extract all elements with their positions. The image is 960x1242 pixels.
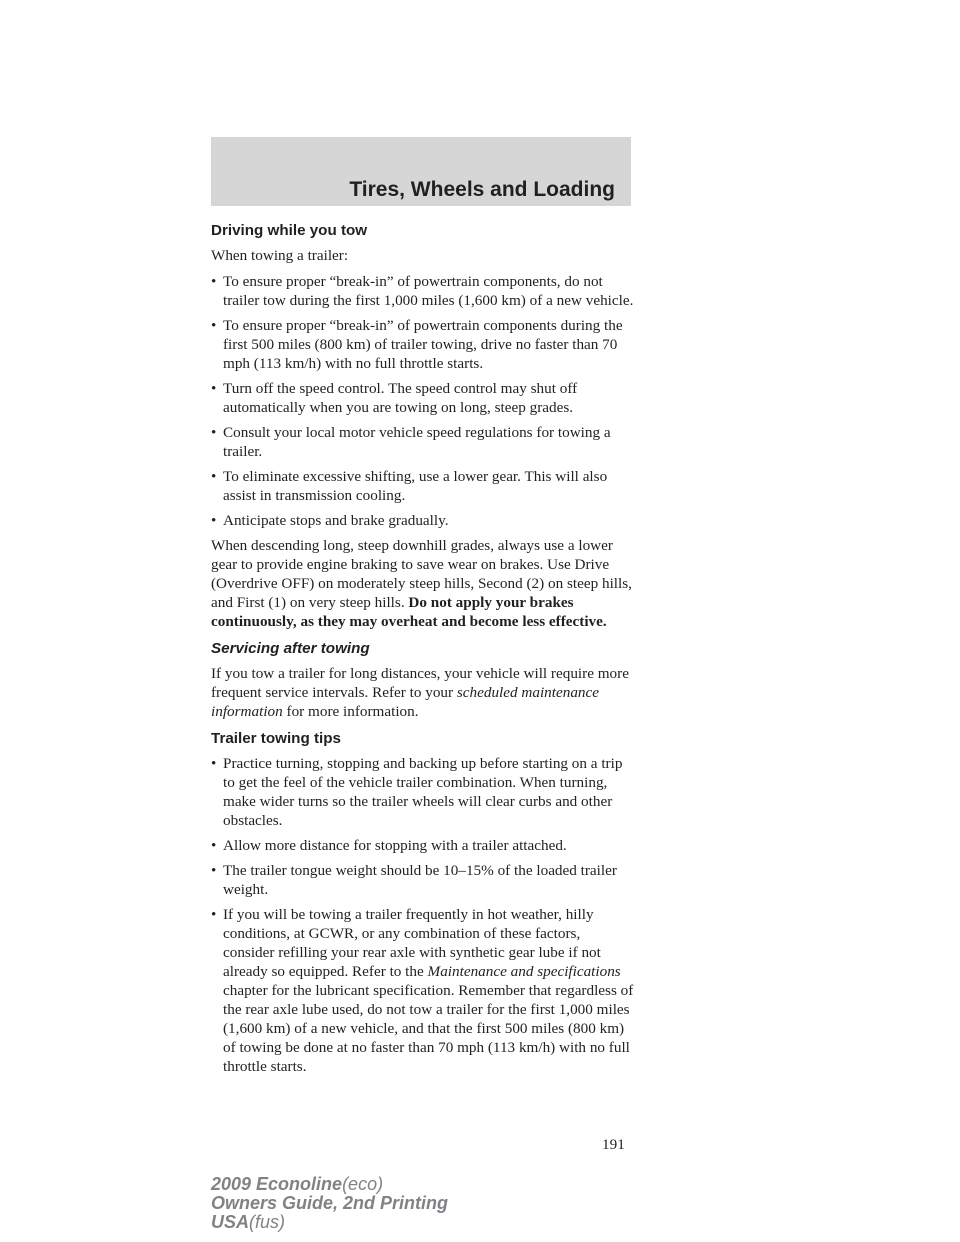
bullet-icon: • — [211, 755, 217, 772]
footer-model-name: 2009 Econoline — [211, 1174, 343, 1194]
list-item — [211, 272, 635, 310]
document-footer — [211, 1175, 448, 1232]
page-number: 191 — [602, 1136, 625, 1153]
footer-line-market — [211, 1213, 448, 1232]
list-item — [211, 467, 635, 505]
list-item-text: To ensure proper “break-in” of powertrain components, do not trailer tow during the first 1,000 miles (1,600 km) of a new vehicle. — [223, 273, 634, 309]
list-item-text: Consult your local motor vehicle speed regulations for towing a trailer. — [223, 424, 611, 460]
bullet-icon: • — [211, 424, 217, 441]
maintenance-specifications-reference: Maintenance and specifications — [427, 963, 621, 980]
list-item-text: Anticipate stops and brake gradually. — [223, 512, 449, 529]
chapter-title: Tires, Wheels and Loading — [349, 178, 615, 201]
list-item-text-end: chapter for the lubricant specification. Remember that regardless of the rear axle lube used, do not tow a trailer for the first 1,000 miles (1,600 km) of a new vehicle, and that the first 500 miles (800 km) of towing be done at no faster than 70 mph (113 km/h) with no full throttle starts. — [223, 982, 634, 1075]
list-item-text: To eliminate excessive shifting, use a lower gear. This will also assist in transmission cooling. — [223, 468, 608, 504]
list-item — [211, 836, 635, 855]
bullet-icon: • — [211, 468, 217, 485]
list-item — [211, 316, 635, 373]
page-content — [211, 221, 635, 1082]
list-item — [211, 905, 635, 1076]
servicing-text-end: for more information. — [282, 703, 419, 720]
towing-bullet-list — [211, 272, 635, 530]
brake-warning-text: Do not apply your brakes continuously, as they may overheat and become less effective. — [211, 594, 607, 630]
section-heading-driving-while-you-tow: Driving while you tow — [211, 222, 368, 239]
bullet-icon: • — [211, 380, 217, 397]
list-item-text: Practice turning, stopping and backing up before starting on a trip to get the feel of the vehicle trailer combination. When turning, make wider turns so the trailer wheels will clear curbs and other obstacles. — [223, 755, 623, 829]
bullet-icon: • — [211, 317, 217, 334]
downhill-text: When descending long, steep downhill grades, always use a lower gear to provide engine braking to save wear on brakes. Use Drive (Overdrive OFF) on moderately steep hills, Second (2) on steep hills, and First (1) on very steep hills. — [211, 537, 632, 611]
bullet-icon: • — [211, 837, 217, 854]
list-item — [211, 511, 635, 530]
list-item-text: Allow more distance for stopping with a trailer attached. — [223, 837, 567, 854]
bullet-icon: • — [211, 862, 217, 879]
tips-bullet-list — [211, 754, 635, 1076]
intro-text: When towing a trailer: — [211, 247, 349, 264]
section-heading-servicing-after-towing: Servicing after towing — [211, 640, 370, 657]
list-item — [211, 754, 635, 830]
downhill-paragraph — [211, 536, 635, 631]
footer-line-model — [211, 1175, 448, 1194]
list-item — [211, 423, 635, 461]
servicing-paragraph — [211, 664, 635, 721]
section-heading-trailer-towing-tips: Trailer towing tips — [211, 730, 341, 747]
list-item — [211, 379, 635, 417]
footer-market-code: (fus) — [249, 1212, 286, 1232]
servicing-text-start: If you tow a trailer for long distances, your vehicle will require more frequent service intervals. Refer to your — [211, 665, 629, 701]
footer-model-code: (eco) — [342, 1174, 384, 1194]
bullet-icon: • — [211, 906, 217, 923]
list-item-text: Turn off the speed control. The speed control may shut off automatically when you are towing on long, steep grades. — [223, 380, 578, 416]
bullet-icon: • — [211, 273, 217, 290]
footer-market-name: USA — [211, 1212, 250, 1232]
list-item-text-start: If you will be towing a trailer frequently in hot weather, hilly conditions, at GCWR, or any combination of these factors, consider refilling your rear axle with synthetic gear lube if not already so equipped. Refer to the — [223, 906, 601, 980]
footer-line-guide: Owners Guide, 2nd Printing — [211, 1193, 449, 1213]
list-item-text: To ensure proper “break-in” of powertrain components during the first 500 miles (800 km) of trailer towing, drive no faster than 70 mph (113 km/h) with no full throttle starts. — [223, 317, 623, 372]
chapter-header-band — [211, 137, 631, 206]
list-item — [211, 861, 635, 899]
scheduled-maintenance-reference: scheduled maintenance information — [211, 684, 599, 720]
bullet-icon: • — [211, 512, 217, 529]
list-item-text: The trailer tongue weight should be 10–15% of the loaded trailer weight. — [223, 862, 617, 898]
